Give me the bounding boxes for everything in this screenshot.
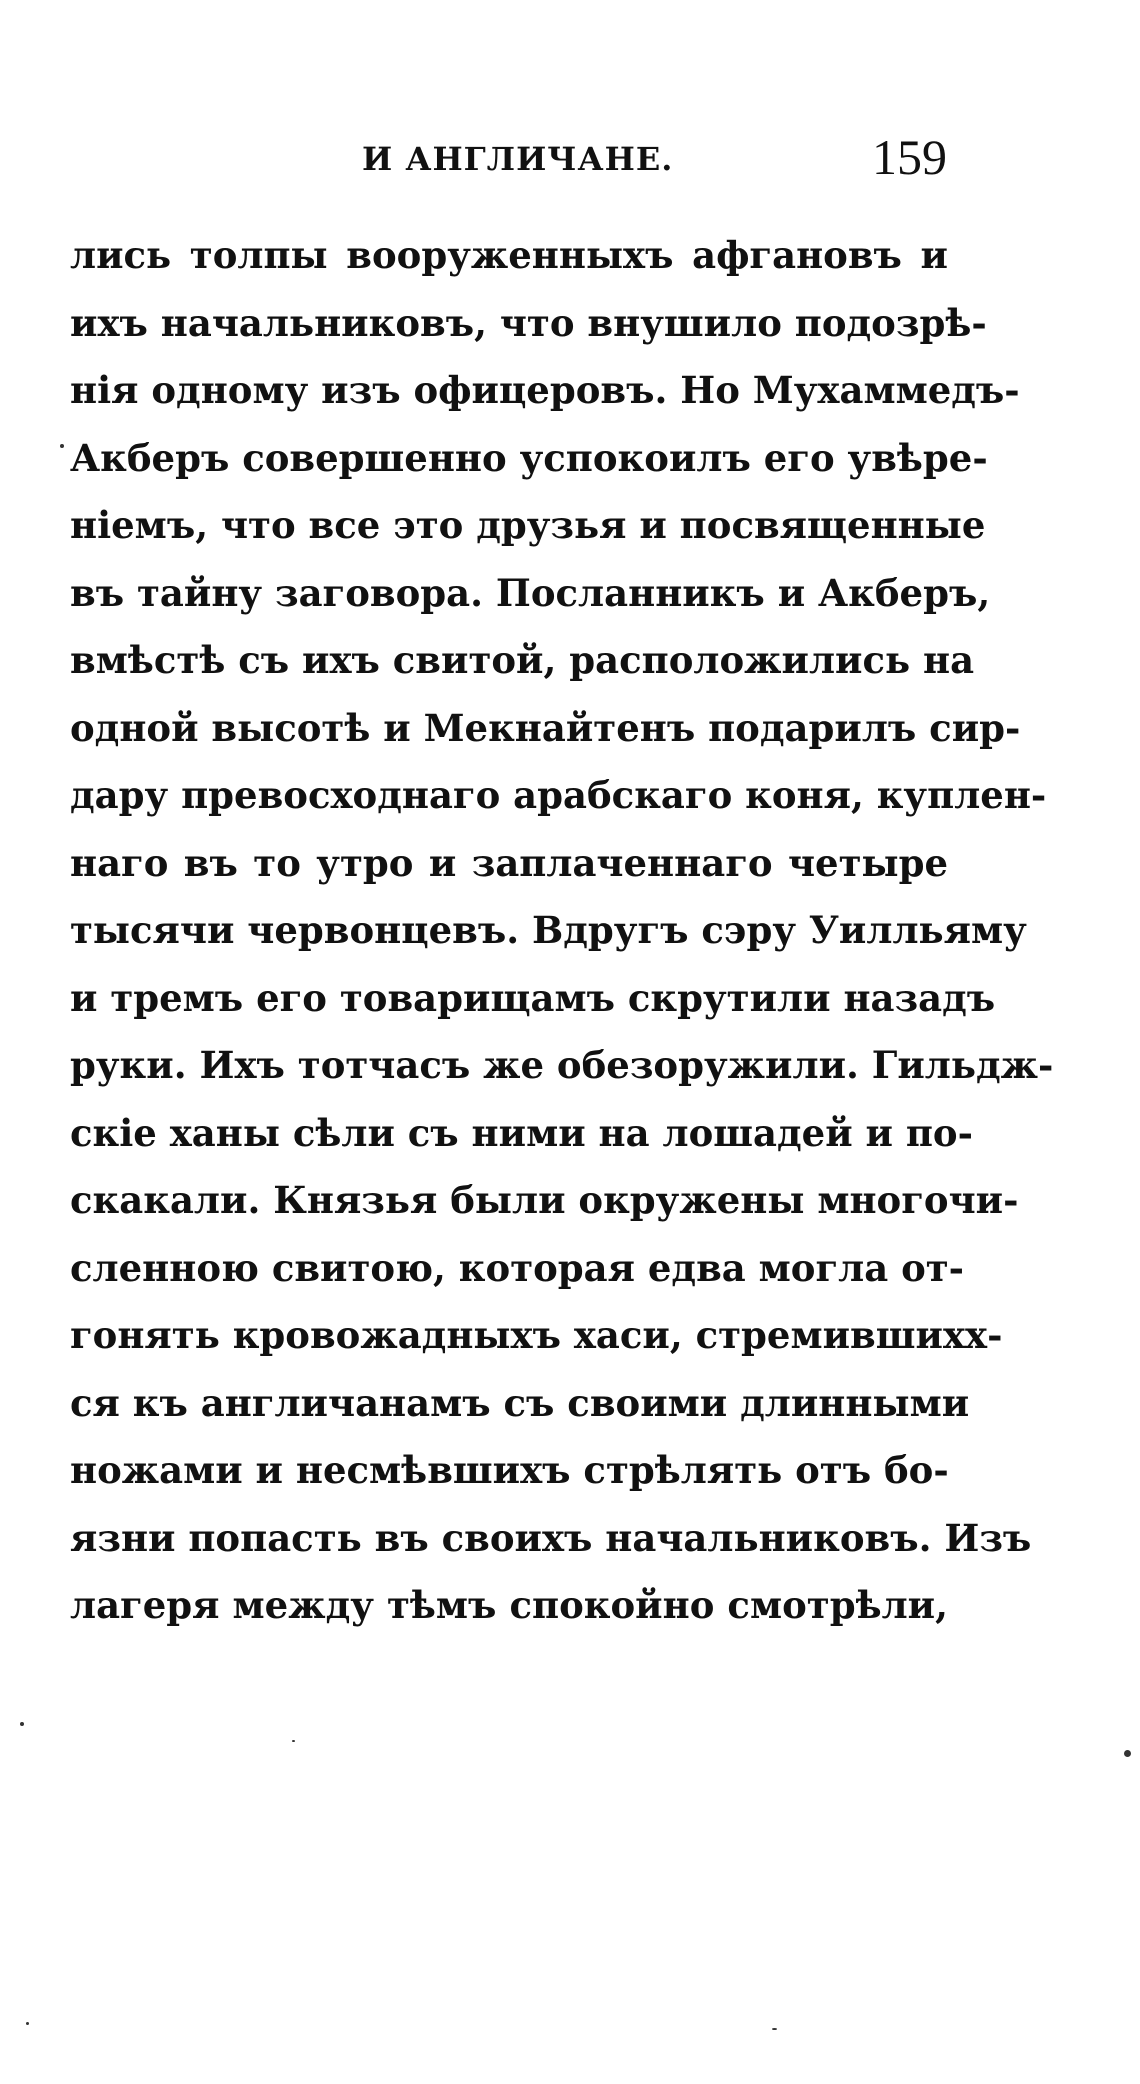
text-line: скіе ханы сѣли съ ними на лошадей и по- (70, 1110, 973, 1155)
scan-speck (60, 444, 64, 448)
page-number: 159 (872, 129, 947, 185)
text-line: язни попасть въ своихъ начальниковъ. Изъ (70, 1515, 1032, 1560)
text-line: скакали. Князья были окружены многочи- (70, 1178, 1019, 1222)
text-line: нія одному изъ офицеровъ. Но Мухаммедъ- (70, 368, 1020, 412)
text-line: ся къ англичанамъ съ своими длинными (70, 1380, 970, 1425)
text-line: дару превосходнаго арабскаго коня, куплен- (70, 773, 1047, 817)
text-line: ножами и несмѣвшихъ стрѣлять отъ бо- (70, 1448, 949, 1492)
text-line: лагеря между тѣмъ спокойно смотрѣли, (70, 1583, 948, 1627)
text-line: лись толпы вооруженныхъ афгановъ и (70, 233, 948, 277)
scan-speck (292, 1740, 295, 1742)
text-line: руки. Ихъ тотчасъ же обезоружили. Гильдж- (70, 1043, 1054, 1087)
text-line: вмѣстѣ съ ихъ свитой, расположились на (70, 638, 975, 682)
text-line: одной высотѣ и Мекнайтенъ подарилъ сир- (70, 705, 1021, 750)
text-line: тысячи червонцевъ. Вдругъ сэру Уилльяму (70, 908, 1027, 952)
text-line: сленною свитою, которая едва могла от- (70, 1245, 965, 1290)
scan-speck (772, 2028, 777, 2030)
scan-speck (1124, 1750, 1131, 1757)
text-line: и тремъ его товарищамъ скрутили назадъ (70, 975, 996, 1020)
text-line: ніемъ, что все это друзья и посвященные (70, 503, 986, 547)
text-line: гонять кровожадныхъ хаси, стремившихх- (70, 1313, 1003, 1357)
text-line: Акберъ совершенно успокоилъ его увѣре- (70, 435, 988, 480)
scan-speck (20, 1722, 24, 1726)
text-line: ихъ начальниковъ, что внушило подозрѣ- (70, 300, 987, 345)
running-title: И АНГЛИЧАНЕ. (362, 140, 674, 178)
body-text (70, 222, 1054, 1640)
text-line: въ тайну заговора. Посланникъ и Акберъ, (70, 570, 991, 615)
scan-speck (26, 2022, 29, 2025)
text-line: наго въ то утро и заплаченнаго четыре (70, 840, 948, 885)
